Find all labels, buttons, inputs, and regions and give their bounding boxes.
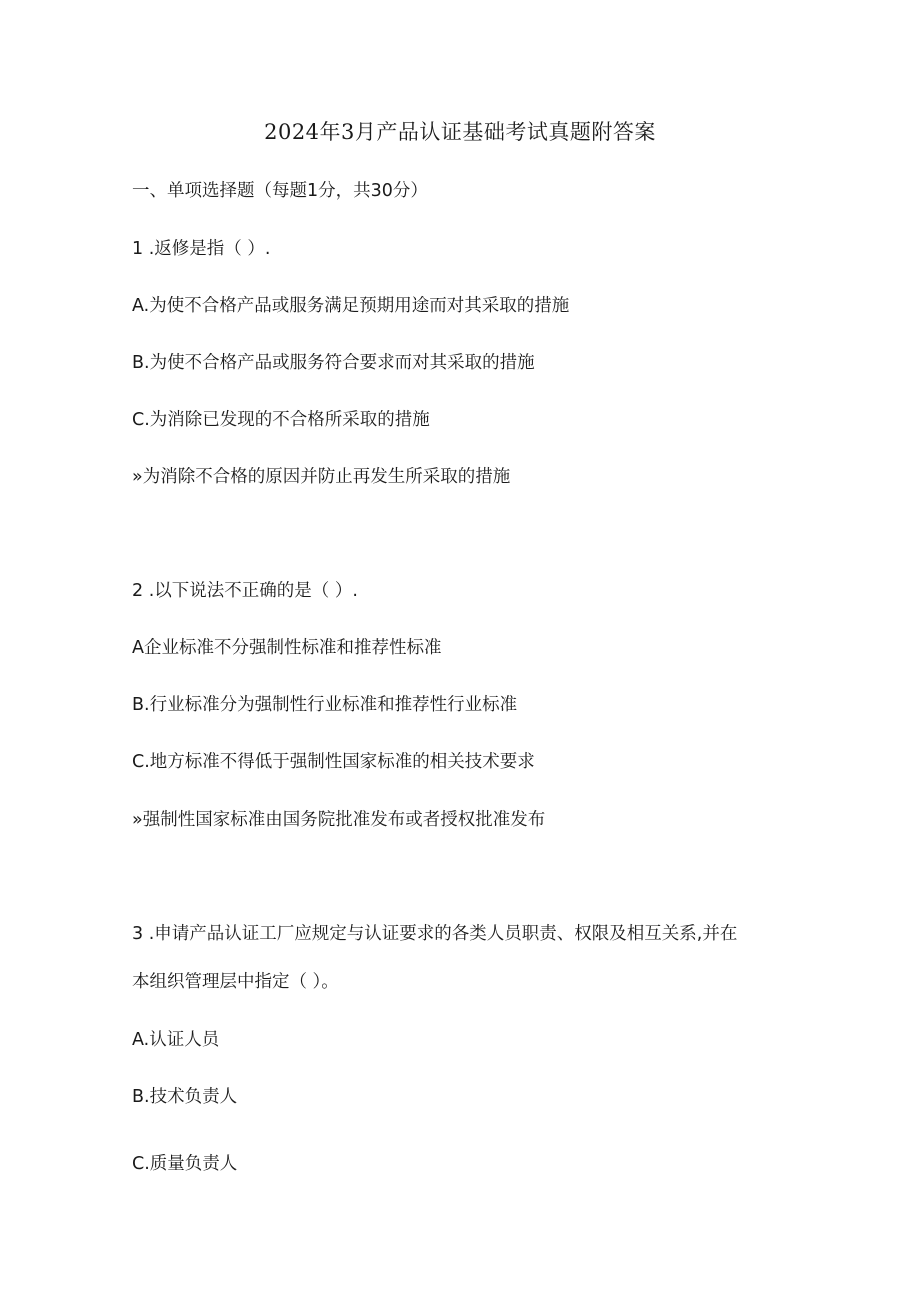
- question-1-option-d: »为消除不合格的原因并防止再发生所采取的措施: [132, 467, 511, 487]
- question-3-option-b: B.技术负责人: [132, 1087, 238, 1107]
- question-1-option-b: B.为使不合格产品或服务符合要求而对其采取的措施: [132, 353, 535, 373]
- document-title: 2024年3月产品认证基础考试真题附答案: [264, 120, 656, 144]
- question-3-stem: 3 .申请产品认证工厂应规定与认证要求的各类人员职责、权限及相互关系,并在: [132, 924, 738, 944]
- question-3-stem-continued: 本组织管理层中指定（ ）。: [132, 972, 339, 992]
- question-1-stem: 1 .返修是指（ ）.: [132, 239, 271, 259]
- question-2-option-d: »强制性国家标准由国务院批准发布或者授权批准发布: [132, 810, 546, 830]
- section-heading: 一、单项选择题（每题1分，共30分）: [132, 181, 428, 201]
- question-3-option-c: C.质量负责人: [132, 1154, 238, 1174]
- question-2-option-c: C.地方标准不得低于强制性国家标准的相关技术要求: [132, 752, 535, 772]
- question-1-option-c: C.为消除已发现的不合格所采取的措施: [132, 410, 430, 430]
- question-1-option-a: A.为使不合格产品或服务满足预期用途而对其采取的措施: [132, 296, 570, 316]
- question-2-option-a: A企业标准不分强制性标准和推荐性标准: [132, 638, 442, 658]
- question-3-option-a: A.认证人员: [132, 1030, 220, 1050]
- question-2-stem: 2 .以下说法不正确的是（ ）.: [132, 581, 358, 601]
- question-2-option-b: B.行业标准分为强制性行业标准和推荐性行业标准: [132, 695, 518, 715]
